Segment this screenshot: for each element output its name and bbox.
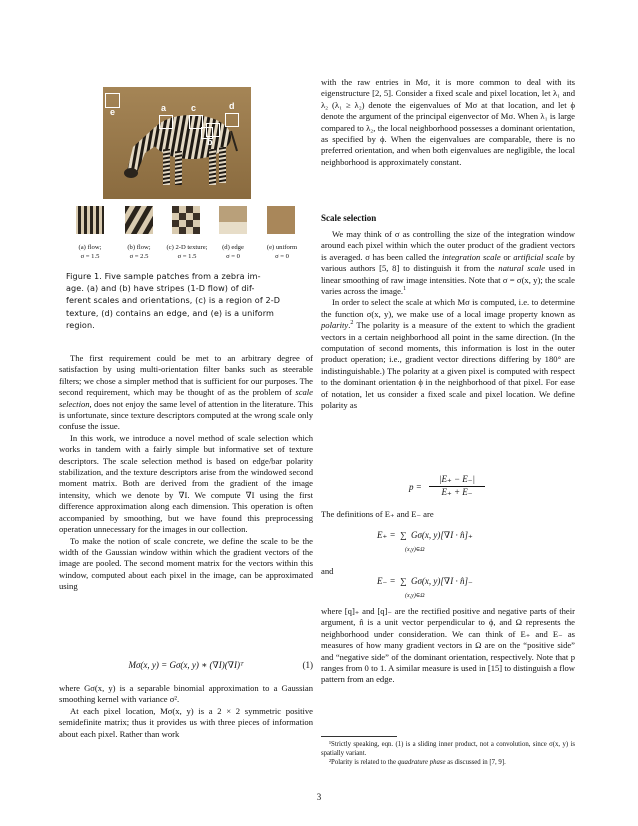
patch-d-thumbnail [219, 206, 247, 234]
paragraph-and: and [321, 566, 334, 576]
paragraph-scale-concrete: To make the notion of scale concrete, we define the scale to be the width of the Gaussian window within which the gradient vectors of the image are pooled. The second moment matrix for the vectors within this window, computed about each pixel in the image, can be approximated using [59, 535, 313, 592]
patch-label-b-name: (b) flow; [127, 244, 151, 251]
eq-e-minus-sub: (x,y)∈Ω [405, 593, 425, 599]
patch-label-b [118, 243, 160, 261]
patch-c-thumbnail [172, 206, 200, 234]
equation-1: Mσ(x, y) = Gσ(x, y) ∗ (∇I)(∇I)ᵀ [128, 660, 244, 670]
eq-p-left: p = [409, 482, 422, 492]
patch-label-c-name: (c) 2-D texture; [166, 244, 208, 251]
patch-box-d [225, 113, 239, 127]
equation-e-plus [321, 530, 575, 558]
patch-label-a [69, 243, 111, 261]
caption-line: age. (a) and (b) have stripes (1-D flow) of dif- [66, 283, 255, 294]
eq-e-minus-body: E₋ = ∑ Gσ(x, y)[∇I · n̂]₋ [377, 576, 473, 586]
box-letter-b: b [207, 137, 213, 147]
left-body-text-2 [59, 683, 313, 740]
caption-line: texture, (d) contains an edge, and (e) is a uniform [66, 307, 274, 318]
equation-1-number: (1) [302, 660, 313, 670]
left-body-text [59, 353, 313, 593]
para3a: In order to select the scale at which Mσ is computed, i.e. to determine the function σ(x, y), we make use of a local image property known as [321, 297, 575, 319]
box-letter-d: d [229, 101, 235, 111]
em-polarity: polarity [321, 320, 349, 331]
eq-p-denominator: E₊ + E₋ [441, 487, 473, 497]
caption-line: Figure 1. Five sample patches from a zebra im- [66, 271, 261, 281]
em-integration-scale: integration scale [442, 251, 501, 262]
box-letter-a: a [161, 103, 167, 113]
patch-label-e-sigma: σ = 0 [275, 253, 289, 260]
patch-label-e-name: (e) uniform [266, 244, 298, 251]
patch-label-b-sigma: σ = 2.5 [129, 253, 149, 260]
patch-label-c [159, 243, 215, 261]
paragraph-polarity: In order to select the scale at which Mσ is computed, i.e. to determine the function σ(x, y), we make use of a local image property known as polarity.$^2$ The polarity is a measure of the extent to which the gradient vectors in a certain neighborhood all point in the same direction. (In the computation of second moments, this information is lost in the outer product operation; i.e., gradient vector directions differing by 180° are indistinguishable.) The polarity at a given pixel is computed with respect to the dominant orientation ϕ in the neighborhood of that pixel. For ease of notation, let us consider a fixed scale and pixel location. We define polarity as [321, 297, 575, 411]
zebra-photo [103, 87, 251, 199]
paragraph-integration-scale [321, 229, 575, 297]
footnote-2-emphasis: quadrature phase [397, 759, 446, 766]
footnote-2 [321, 758, 575, 767]
eq-p-numerator: |E₊ − E₋| [438, 474, 476, 484]
equation-e-minus [321, 576, 575, 604]
para2b: by various authors [5, 8] to distinguish it from the [321, 251, 575, 274]
right-body-top [321, 77, 575, 168]
footnote-mark-2: 2 [350, 320, 354, 327]
paragraph-first-requirement [59, 353, 313, 433]
para1-end: , does not enjoy the same level of attention in the literature. This is unfortunate, since texture descriptors computed at the wrong scale only confuse the issue. [59, 398, 313, 432]
patch-label-d-sigma: σ = 0 [226, 253, 240, 260]
patch-a-thumbnail [76, 206, 104, 234]
patch-label-a-sigma: σ = 1.5 [80, 253, 100, 260]
figure-caption [66, 270, 306, 331]
para2a: We may think of σ as controlling the size of the integration window around each pixel within which the outer product of the gradient vectors is averaged. σ has been called the [321, 229, 575, 262]
para1-text: The first requirement could be met to an arbitrary degree of satisfaction by using multi-orientation filter banks such as steerable filters; we chose a simpler method that is sufficient for our purposes. The second requirement, which may be thought of as the problem of [59, 353, 313, 398]
right-body-scale [321, 229, 575, 412]
footnotes [321, 740, 575, 767]
footnote-1: ¹Strictly speaking, eqn. (1) is a sliding inner product, not a convolution, since σ(x, y) is spatially variant. [321, 741, 575, 757]
footnote-rule [321, 736, 397, 737]
eq-e-plus-sub: (x,y)∈Ω [405, 547, 425, 553]
patch-label-d-name: (d) edge [222, 244, 244, 251]
footnote-2-a: ²Polarity is related to the [329, 759, 398, 766]
patch-box-a [159, 115, 173, 129]
para2c: used in linear smoothing of raw image intensities. Note that σ = σ(x, y); the scale varies across the image. [321, 263, 575, 297]
patch-label-e [259, 243, 305, 261]
page-number: 3 [316, 792, 322, 802]
eq-e-plus-body: E₊ = ∑ Gσ(x, y)[∇I · n̂]₊ [377, 530, 473, 540]
patch-box-e [105, 93, 120, 108]
or-text: or [500, 251, 514, 262]
equation-1-row [59, 660, 313, 674]
paragraph-where-g: where Gσ(x, y) is a separable binomial approximation to a Gaussian smoothing kernel with variance σ². [59, 683, 313, 705]
patch-e-thumbnail [267, 206, 295, 234]
box-letter-e: e [110, 107, 116, 117]
equation-polarity [321, 474, 575, 500]
right-body-bottom [321, 606, 575, 686]
paragraph-rectified: where [q]₊ and [q]₋ are the rectified positive and negative parts of their argument, n̂ is a unit vector perpendicular to ϕ, and Ω represents the neighborhood under consideration. We can think of E₊ and E₋ as measures of how many gradient vectors in Ω are on the “positive side” and “negative side” of the dominant orientation, respectively. Note that p ranges from 0 to 1. A similar measure is used in [15] to distinguish a flow pattern from an edge. [321, 606, 575, 685]
caption-line: ferent scales and orientations, (c) is a region of 2-D [66, 295, 281, 306]
patch-label-d [212, 243, 254, 261]
para1-emphasis: scale selection [59, 387, 314, 409]
patch-label-c-sigma: σ = 1.5 [177, 253, 197, 260]
em-natural-scale: natural scale [498, 263, 546, 274]
patch-b-thumbnail [125, 206, 153, 234]
paragraph-definitions: The definitions of E₊ and E₋ are [321, 509, 434, 519]
footnote-mark-1: 1 [403, 286, 407, 293]
em-artificial-scale: artificial scale [513, 251, 564, 262]
para3b: The polarity is a measure of the extent to which the gradient vectors in a certain neighborhood all point in the same direction. (In the computation of second moments, this information is lost in the outer product operation; i.e., gradient vector directions differing by 180° are indistinguishable.) The polarity at a given pixel is computed with respect to the dominant orientation ϕ in the neighborhood of that pixel. For ease of notation, let us consider a fixed scale and pixel location. We define polarity as [321, 320, 575, 411]
caption-line: region. [66, 319, 95, 330]
footnote-2-b: as discussed in [7, 9]. [445, 759, 506, 766]
patch-label-a-name: (a) flow; [78, 244, 102, 251]
paragraph-eigenstructure: with the raw entries in Mσ, it is more common to deal with its eigenstructure [2, 5]. Consider a fixed scale and pixel location, let λ₁ and λ₂ (λ₁ ≥ λ₂) denote the eigenvalues of Mσ at that location, and let ϕ denote the argument of the principal eigenvector of Mσ. When λ₁ is large compared to λ₂, the local neighborhood possesses a dominant orientation, as specified by ϕ. When the eigenvalues are comparable, there is no preferred orientation, and when both eigenvalues are negligible, the local neighborhood is approximately constant. [321, 77, 575, 167]
paragraph-pixel-location: At each pixel location, Mσ(x, y) is a 2 × 2 symmetric positive semidefinite matrix; thus it provides us with three pieces of information about each pixel. Rather than work [59, 705, 313, 739]
section-title-scale-selection: Scale selection [321, 213, 377, 223]
paragraph-this-work: In this work, we introduce a novel method of scale selection which works in tandem with a fairly simple but informative set of texture descriptors. The scale selection method is based on edge/bar polarity stabilization, and the texture descriptors arise from the windowed second moment matrix. Both are derived from the gradient of the image intensity, which we denote by ∇I. We compute ∇I using the first difference approximation along each dimension. This operation is often accompanied by smoothing, but we have found this preprocessing operation unnecessary for the images in our collection. [59, 432, 313, 535]
box-letter-c: c [191, 103, 197, 113]
